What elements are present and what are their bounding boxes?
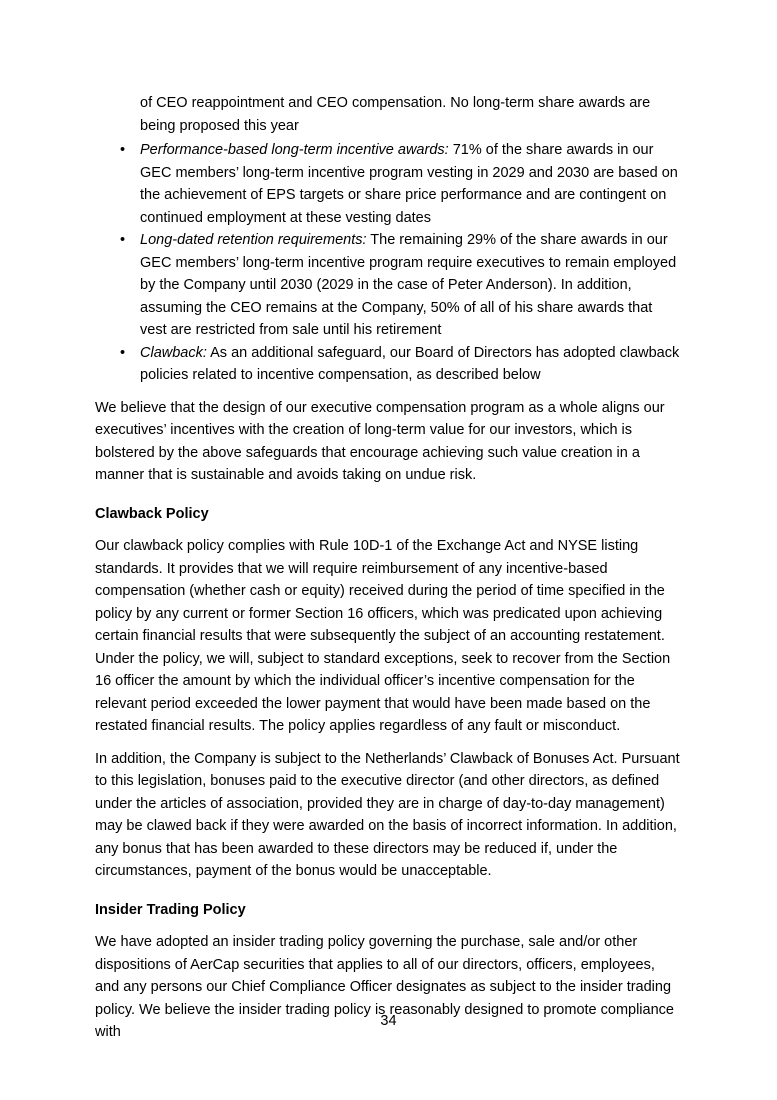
document-page: [95, 92, 682, 1054]
bullet-lead-text: Performance-based long-term incentive awards:: [140, 142, 449, 158]
list-item: [118, 342, 682, 387]
list-item: [118, 229, 682, 342]
bullet-body-text: 71% of the share awards in our GEC members’ long-term incentive program vesting in 2029 and 2030 are based on the achievement of EPS targets or share price performance and are contingent on continued employment at these vesting dates: [140, 142, 678, 226]
bullet-lead-text: Clawback:: [140, 344, 207, 361]
bullet-icon: •: [120, 142, 126, 158]
bullet-list: [118, 139, 682, 387]
bullet-icon: •: [120, 344, 126, 361]
section-heading-clawback-policy: Clawback Policy: [95, 505, 209, 522]
paragraph-clawback-rule-10d1: Our clawback policy complies with Rule 10D-1 of the Exchange Act and NYSE listing standards. It provides that we will require reimbursement of any incentive-based compensation (whether cash or equity) received during the period of time specified in the policy by any current or former Section 16 officers, which was predicated upon achieving certain financial results that were subsequently the subject of an accounting restatement. Under the policy, we will, subject to standard exceptions, seek to recover from the Section 16 officer the amount by which the individual officer’s incentive compensation for the relevant period exceeded the lower payment that would have been made based on the restated financial results. The policy applies regardless of any fault or misconduct.: [95, 538, 671, 734]
bullet-body-text: As an additional safeguard, our Board of Directors has adopted clawback policies related to incentive compensation, as described below: [140, 344, 680, 383]
page-number: 34: [380, 1013, 397, 1029]
bullet-body-text: The remaining 29% of the share awards in our GEC members’ long-term incentive program require executives to remain employed by the Company until 2030 (2029 in the case of Peter Anderson). In addition, assuming the CEO remains at the Company, 50% of all of his share awards that vest are restricted from sale until his retirement: [140, 232, 677, 338]
bullet-lead-text: Long-dated retention requirements:: [140, 232, 367, 248]
paragraph-netherlands-clawback-act: In addition, the Company is subject to the Netherlands’ Clawback of Bonuses Act. Pursuant to this legislation, bonuses paid to the executive director (and other directors, as defined under the articles of association, provided they are in charge of day-to-day management) may be clawed back if they were awarded on the basis of incorrect information. In addition, any bonus that has been awarded to these directors may be reduced if, under the circumstances, payment of the bonus would be unacceptable.: [95, 750, 680, 879]
bullet-icon: •: [120, 232, 126, 248]
list-continuation-text: of CEO reappointment and CEO compensation. No long-term share awards are being proposed this year: [140, 95, 651, 134]
paragraph-alignment-statement: We believe that the design of our executive compensation program as a whole aligns our executives’ incentives with the creation of long-term value for our investors, which is bolstered by the above safeguards that encourage achieving such value creation in a manner that is sustainable and avoids taking on undue risk.: [95, 399, 665, 483]
list-item: [118, 139, 682, 229]
section-heading-insider-trading-policy: Insider Trading Policy: [95, 901, 246, 918]
paragraph-insider-trading: We have adopted an insider trading policy governing the purchase, sale and/or other dispositions of AerCap securities that applies to all of our directors, officers, employees, and any persons our Chief Compliance Officer designates as subject to the insider trading policy. We believe the insider trading policy is reasonably designed to promote compliance with: [95, 934, 674, 1040]
